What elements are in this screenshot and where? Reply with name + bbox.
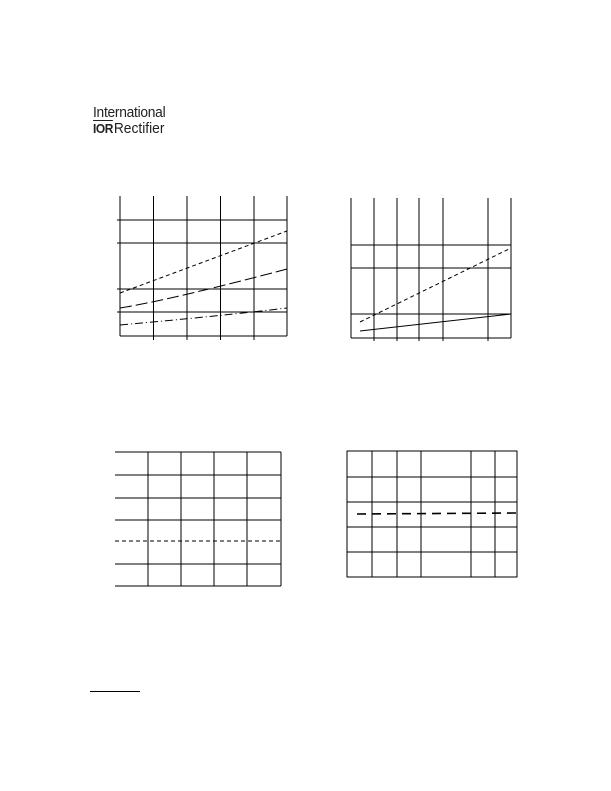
graph-top-right (340, 192, 518, 342)
graph-bottom-left-grid (115, 452, 281, 586)
logo-brand-line (93, 121, 165, 137)
curve-long-dash (357, 513, 517, 514)
logo-rectifier-text: Rectifier (113, 120, 165, 137)
company-logo (93, 105, 172, 137)
graph-bottom-right (340, 445, 522, 581)
graph-top-left-grid (120, 196, 287, 336)
graph-bottom-left-frame (115, 452, 281, 586)
logo-mark-icon: $\overline{IOR}$ (93, 121, 113, 136)
graph-top-left-ticks (117, 220, 254, 340)
graph-top-left-frame (120, 196, 287, 336)
curve-short-dash (120, 231, 287, 293)
graph-bottom-left (108, 446, 288, 592)
curve-dash-dot (120, 308, 287, 325)
graph-top-left (110, 190, 295, 342)
logo-company-name: International (93, 104, 166, 121)
footnote-divider (90, 691, 140, 692)
